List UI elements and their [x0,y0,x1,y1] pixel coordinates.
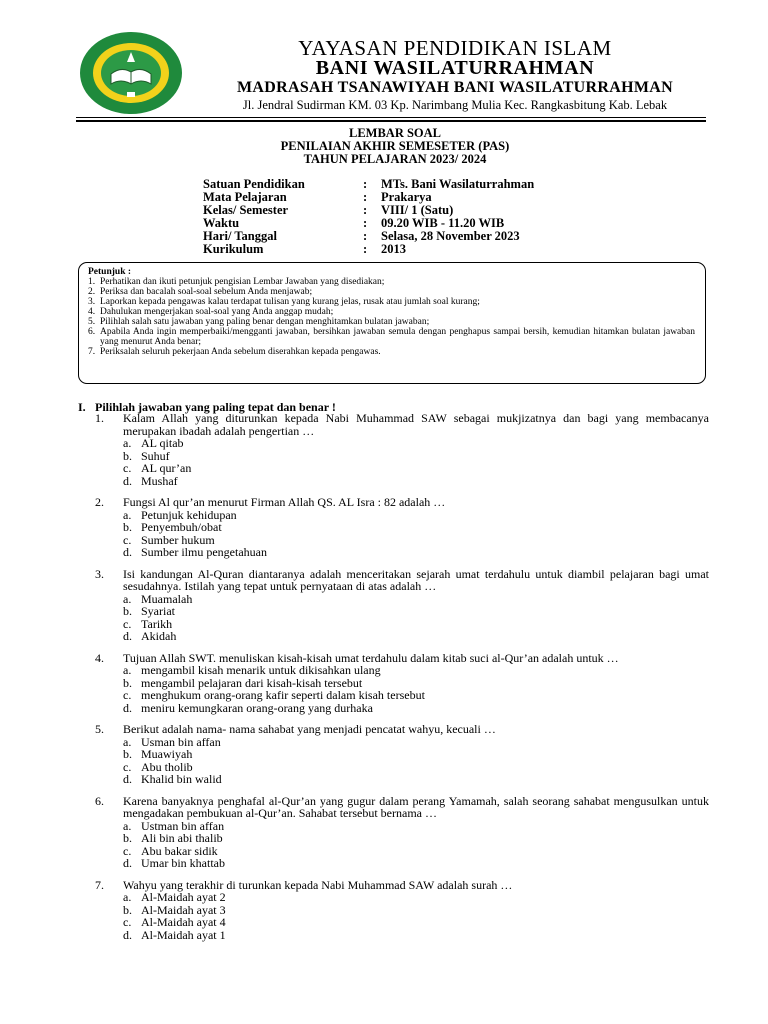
instruction-number: 7. [88,347,96,357]
instruction-item [88,297,695,307]
option-text: Petunjuk kehidupan [141,507,237,522]
question-text: Wahyu yang terakhir di turunkan kepada Nabi Muhammad SAW adalah surah … [123,877,513,892]
answer-option [123,891,709,904]
info-value: 2013 [381,242,406,256]
option-text: Ali bin abi thalib [141,831,223,845]
option-letter: d. [123,927,132,942]
question-text: Isi kandungan Al-Quran diantaranya adalah menceritakan sejarah umat terdahulu untuk diambil pelajaran bagi umat sesudahnya. Istilah yang tepat untuk pernyataan di atas adalah … [123,566,709,593]
question-number: 5. [95,722,104,736]
header-divider-thin [76,117,706,118]
question-item [95,496,709,559]
option-text: meniru kemungkaran orang-orang yang durhaka [141,700,373,715]
option-letter: a. [123,591,132,606]
instruction-text: Perhatikan dan ikuti petunjuk pengisian Lembar Jawaban yang disediakan; [100,277,385,287]
question-item [95,723,709,786]
answer-option [123,521,709,534]
info-colon: : [363,229,368,243]
option-letter: d. [123,772,132,786]
info-colon: : [363,242,368,256]
info-label: Mata Pelajaran [203,190,287,204]
option-text: Al-Maidah ayat 4 [141,915,226,929]
academic-year: TAHUN PELAJARAN 2023/ 2024 [303,152,487,166]
info-label: Kurikulum [203,242,264,256]
question-body [123,795,709,870]
question-item [95,879,709,942]
section-title: Pilihlah jawaban yang paling tepat dan benar ! [95,400,336,414]
info-value: Prakarya [381,190,432,204]
question-body [123,879,709,942]
instruction-text: Periksa dan bacalah soal-soal sebelum Anda menjawab; [100,287,313,297]
question-text: Tujuan Allah SWT. menuliskan kisah-kisah umat terdahulu dalam kitab suci al-Qur’an adalah untuk … [123,650,619,665]
option-letter: d. [123,856,132,870]
option-text: Al-Maidah ayat 2 [141,890,226,904]
instructions-heading: Petunjuk : [88,267,132,277]
instruction-item [88,347,695,357]
option-letter: c. [123,843,132,858]
question-item [95,652,709,715]
option-letter: a. [123,890,132,904]
option-letter: c. [123,616,132,631]
option-text: Umar bin khattab [141,856,225,870]
option-letter: a. [123,507,132,522]
section-number: I. [78,400,86,414]
option-letter: a. [123,436,132,450]
question-body [123,568,709,643]
institution-name: BANI WASILATURRAHMAN [315,57,595,79]
question-number: 6. [95,793,104,808]
answer-option [123,748,709,761]
option-text: Akidah [141,629,177,643]
option-text: Syariat [141,604,175,618]
question-number: 7. [95,877,104,892]
header-divider-thick [76,120,706,122]
exam-title: PENILAIAN AKHIR SEMESETER (PAS) [280,139,510,153]
instruction-number: 1. [88,277,96,287]
info-row-curriculum [203,243,534,256]
question-number: 4. [95,650,104,665]
question-body [123,496,709,559]
question-item [95,412,709,487]
info-label: Waktu [203,216,240,230]
question-text: Kalam Allah yang diturunkan kepada Nabi Muhammad SAW sebagai mukjizatnya dan bagi yang membacanya merupakan ibadah adalah pengertian … [123,411,709,438]
option-letter: a. [123,818,132,833]
answer-option [123,664,709,677]
question-body [123,412,709,487]
instructions-box [78,262,706,384]
option-text: Sumber ilmu pengetahuan [141,545,267,559]
school-name: MADRASAH TSANAWIYAH BANI WASILATURRAHMAN [237,79,673,96]
instruction-text: Laporkan kepada pengawas kalau terdapat tulisan yang kurang jelas, rusak atau jumlah soal kurang; [100,297,480,307]
answer-option [123,630,709,643]
instruction-number: 2. [88,287,96,297]
option-text: Abu tholib [141,759,193,774]
option-text: Suhuf [141,448,170,463]
option-text: Mushaf [141,473,178,488]
sheet-title: LEMBAR SOAL [348,126,442,140]
instruction-item [88,277,695,287]
instruction-number: 5. [88,317,96,327]
info-label: Hari/ Tanggal [203,229,277,243]
option-letter: b. [123,604,132,618]
option-letter: c. [123,532,132,547]
option-letter: b. [123,831,132,845]
answer-option [123,929,709,942]
instruction-text: Dahulukan mengerjakan soal-soal yang Anda anggap mudah; [100,307,334,317]
instruction-item [88,327,695,347]
answer-option [123,475,709,488]
question-body [123,723,709,786]
instruction-number: 3. [88,297,96,307]
question-item [95,795,709,870]
option-text: Sumber hukum [141,532,215,547]
answer-option [123,462,709,475]
option-letter: b. [123,747,132,761]
question-item [95,568,709,643]
instruction-text: Pilihlah salah satu jawaban yang paling benar dengan menghitamkan bulatan jawaban; [100,317,430,327]
answer-option [123,605,709,618]
instruction-text: Apabila Anda ingin memperbaiki/mengganti jawaban, bersihkan jawaban semula dengan penghapus sampai bersih, kemudian hitamkan bulatan jawaban yang menurut Anda benar; [100,327,695,347]
question-number: 3. [95,566,104,581]
answer-option [123,689,709,702]
option-letter: d. [123,700,132,715]
question-body [123,652,709,715]
answer-option [123,773,709,786]
option-letter: d. [123,629,132,643]
answer-option [123,916,709,929]
option-text: mengambil kisah menarik untuk dikisahkan ulang [141,663,381,677]
option-text: Khalid bin walid [141,772,222,786]
option-text: Muamalah [141,591,193,606]
option-text: Al-Maidah ayat 1 [141,927,226,942]
info-colon: : [363,203,368,217]
option-letter: b. [123,675,132,690]
option-letter: b. [123,902,132,917]
answer-option [123,437,709,450]
instruction-text: Periksalah seluruh pekerjaan Anda sebelum diserahkan kepada pengawas. [100,347,381,357]
option-text: Muawiyah [141,747,193,761]
school-emblem-icon [78,30,184,116]
instruction-item [88,307,695,317]
option-text: menghukum orang-orang kafir seperti dalam kisah tersebut [141,688,425,702]
info-value: MTs. Bani Wasilaturrahman [381,177,535,191]
answer-option [123,450,709,463]
info-value: VIII/ 1 (Satu) [381,203,454,217]
answer-option [123,618,709,631]
info-label: Satuan Pendidikan [203,177,305,191]
info-colon: : [363,190,368,204]
question-text: Karena banyaknya penghafal al-Qur’an yang gugur dalam perang Yamamah, salah seorang sahabat mengusulkan untuk mengadakan pembukuan al-Qur’an. Sahabat tersebut bernama … [123,793,709,820]
info-label: Kelas/ Semester [203,203,289,217]
option-text: Usman bin affan [141,734,221,749]
question-number: 1. [95,411,104,425]
instruction-item [88,317,695,327]
option-letter: b. [123,448,132,463]
option-text: Ustman bin affan [141,818,225,833]
info-colon: : [363,177,368,191]
option-text: Penyembuh/obat [141,520,222,534]
answer-option [123,546,709,559]
info-value: 09.20 WIB - 11.20 WIB [381,216,505,230]
option-letter: c. [123,759,132,774]
option-text: Abu bakar sidik [141,843,218,858]
option-text: mengambil pelajaran dari kisah-kisah tersebut [141,675,363,690]
instruction-item [88,287,695,297]
question-list [95,412,709,941]
info-value: Selasa, 28 November 2023 [381,229,520,243]
answer-option [123,832,709,845]
option-letter: a. [123,663,132,677]
answer-option [123,702,709,715]
option-text: AL qur’an [141,461,192,475]
option-text: Al-Maidah ayat 3 [141,902,226,917]
school-address: Jl. Jendral Sudirman KM. 03 Kp. Narimbang Mulia Kec. Rangkasbitung Kab. Lebak [242,98,668,112]
instructions-list [88,277,695,357]
info-colon: : [363,216,368,230]
foundation-name: YAYASAN PENDIDIKAN ISLAM [298,36,612,60]
instruction-number: 6. [88,327,96,337]
option-letter: c. [123,688,132,702]
question-text: Fungsi Al qur’an menurut Firman Allah QS. AL Isra : 82 adalah … [123,495,446,509]
answer-option [123,593,709,606]
option-letter: c. [123,915,132,929]
instruction-number: 4. [88,307,96,317]
question-text: Berikut adalah nama- nama sahabat yang menjadi pencatat wahyu, kecuali … [123,722,496,736]
question-number: 2. [95,495,104,509]
option-letter: d. [123,473,132,488]
option-text: Tarikh [141,616,173,631]
exam-info [203,178,534,256]
option-letter: b. [123,520,132,534]
option-letter: d. [123,545,132,559]
option-letter: c. [123,461,132,475]
answer-option [123,736,709,749]
answer-option [123,857,709,870]
option-letter: a. [123,734,132,749]
option-text: AL qitab [141,436,184,450]
